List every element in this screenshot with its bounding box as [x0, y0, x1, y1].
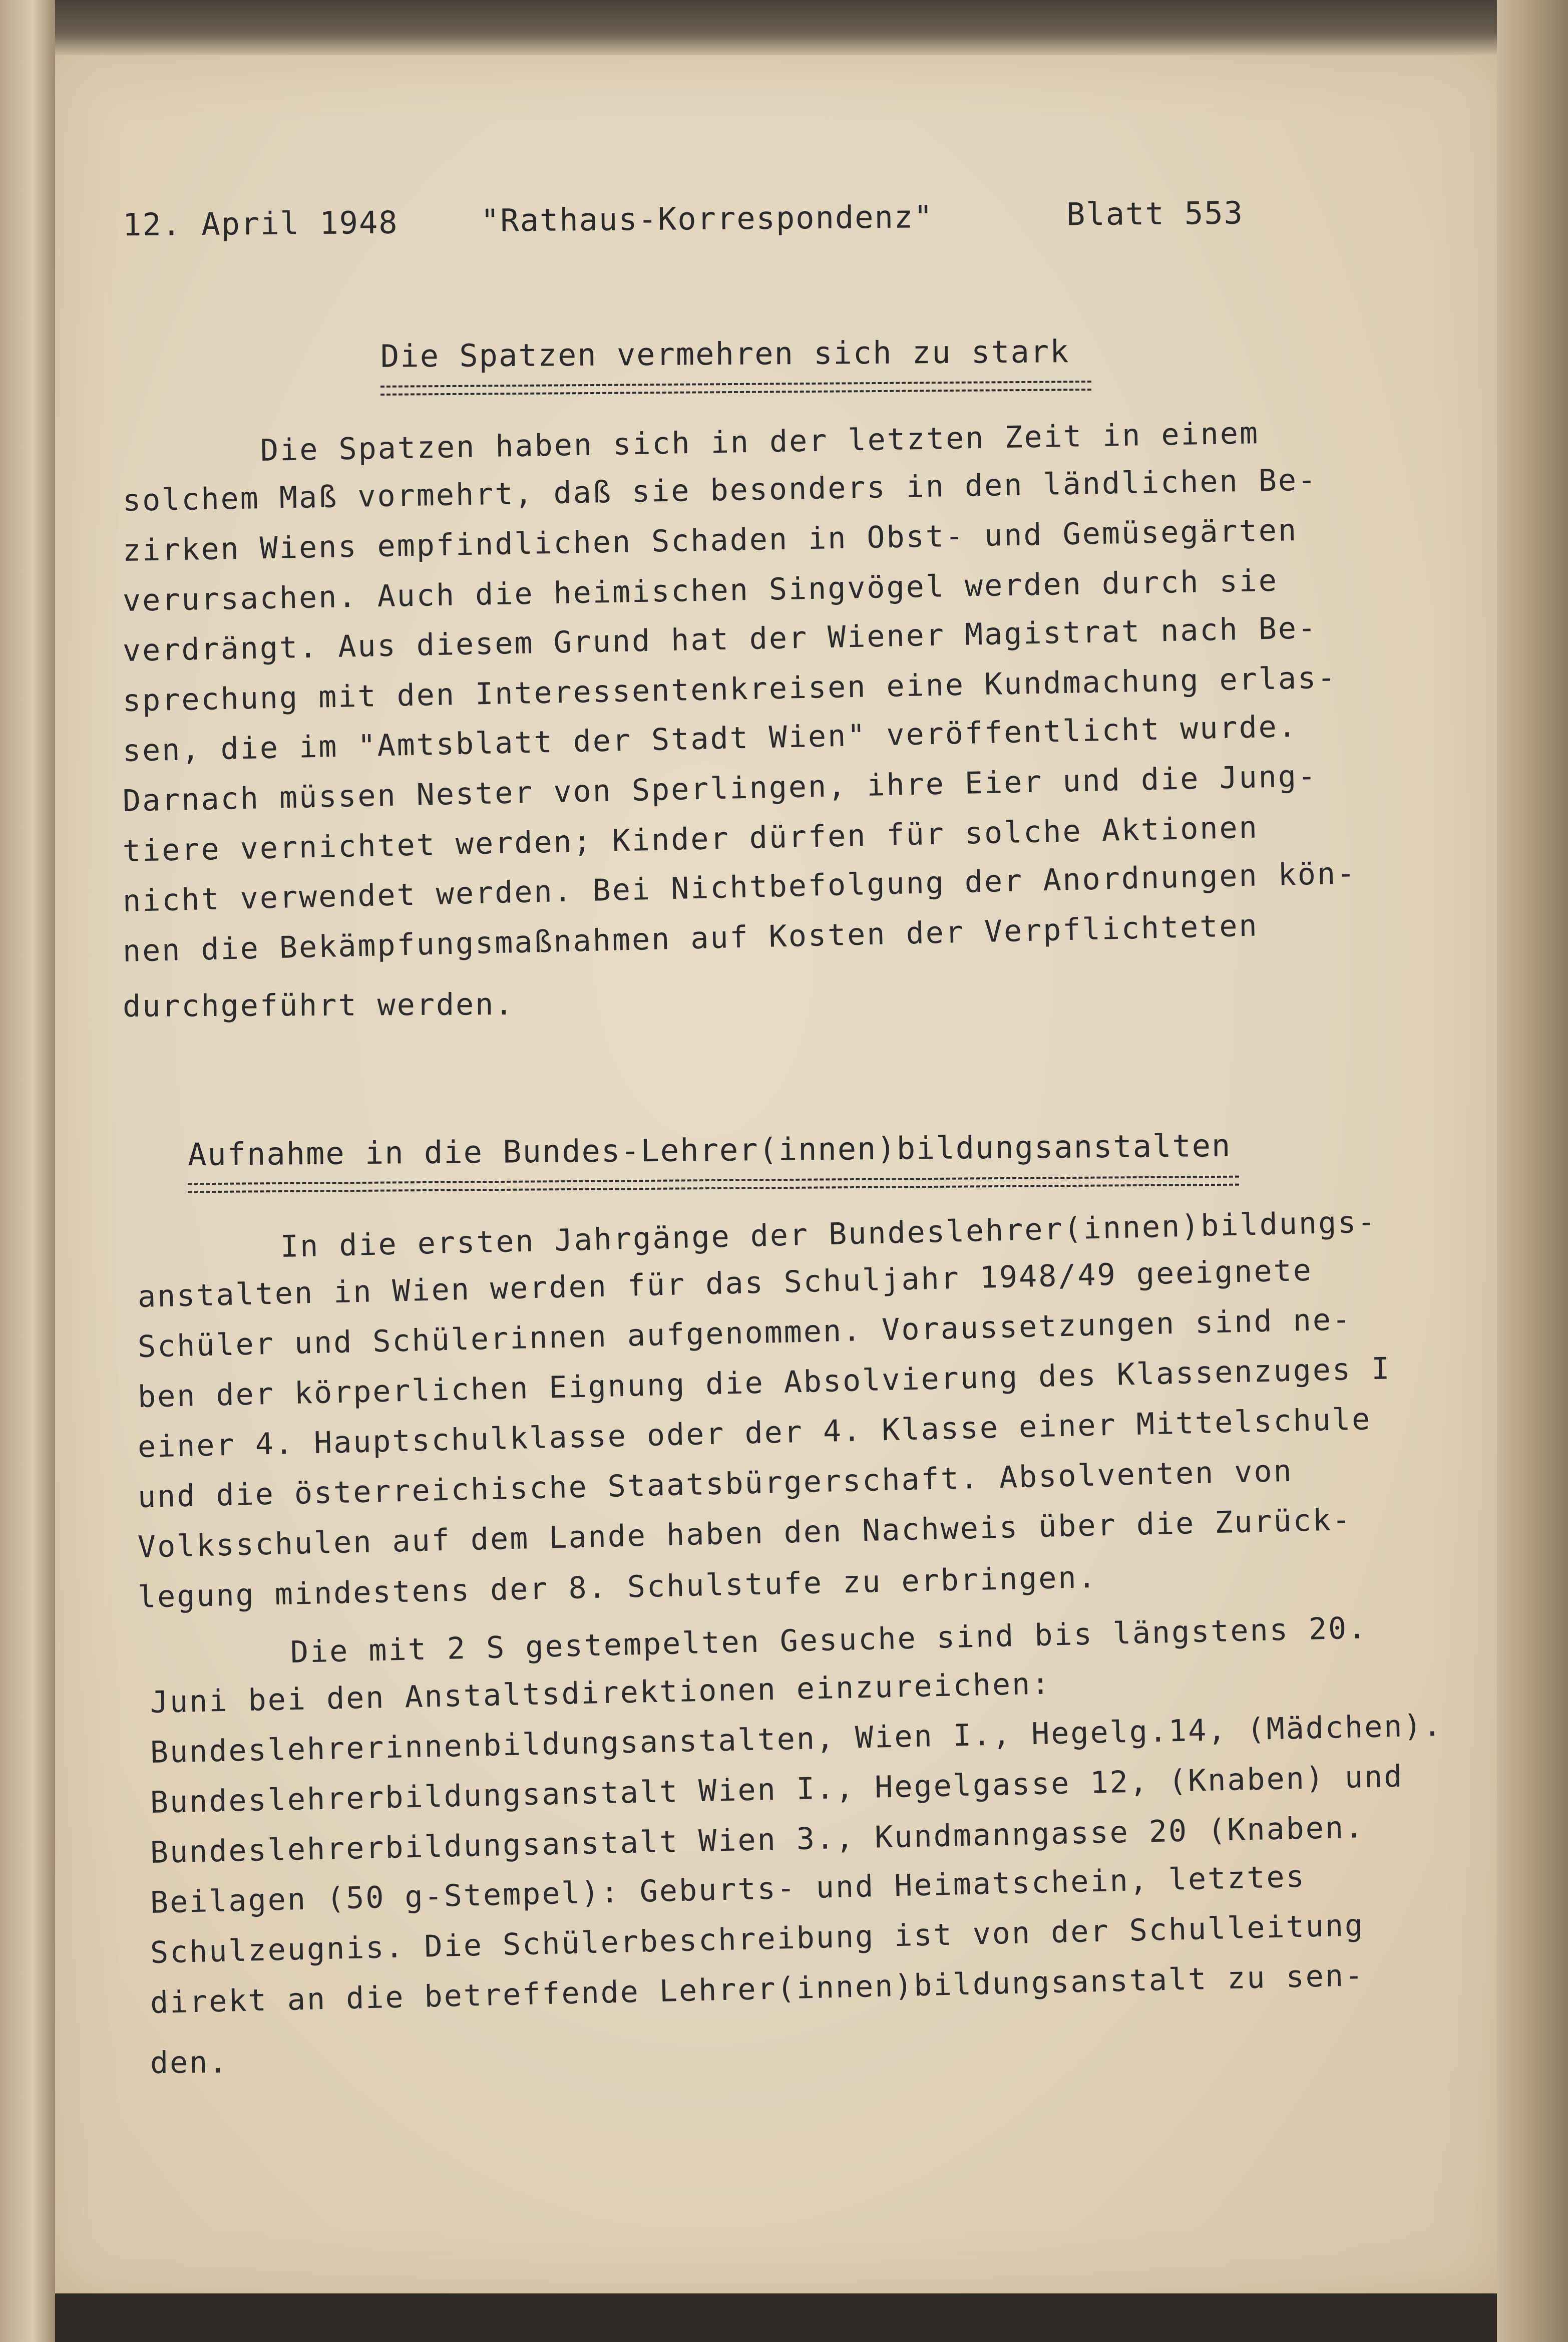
article-title-sparrows: Die Spatzen vermehren sich zu stark — [380, 333, 1070, 375]
header-date: 12. April 1948 — [122, 204, 399, 243]
body-line: Bundeslehrerbildungsanstalt Wien I., Hegelgasse 12, (Knaben) und — [150, 1759, 1404, 1820]
body-line: verdrängt. Aus diesem Grund hat der Wiener Magistrat nach Be- — [122, 610, 1318, 668]
body-line: ben der körperlichen Eignung die Absolvierung des Klassenzuges I — [137, 1351, 1392, 1415]
body-line: Volksschulen auf dem Lande haben den Nachweis über die Zurück- — [137, 1502, 1352, 1565]
body-line: anstalten in Wien werden für das Schuljahr 1948/49 geeignete — [137, 1252, 1313, 1314]
body-line: In die ersten Jahrgänge der Bundeslehrer(innen)bildungs- — [280, 1204, 1378, 1264]
body-line: einer 4. Hauptschulklasse oder der 4. Klasse einer Mittelschule — [137, 1402, 1372, 1465]
body-line: solchem Maß vormehrt, daß sie besonders in den ländlichen Be- — [122, 462, 1318, 518]
body-line: zirken Wiens empfindlichen Schaden in Obst- und Gemüsegärten — [122, 513, 1298, 568]
body-line: Darnach müssen Nester von Sperlingen, ihre Eier und die Jung- — [122, 759, 1318, 819]
body-line: Beilagen (50 g-Stempel): Geburts- und Heimatschein, letztes — [150, 1859, 1306, 1920]
body-line: nicht verwendet werden. Bei Nichtbefolgung der Anordnungen kön- — [122, 856, 1357, 919]
body-line: nen die Bekämpfungsmaßnahmen auf Kosten der Verpflichteten — [122, 908, 1259, 969]
body-line: Juni bei den Anstaltsdirektionen einzureichen: — [150, 1666, 1052, 1720]
article-title-teacher-colleges: Aufnahme in die Bundes-Lehrer(innen)bildungsanstalten — [187, 1127, 1232, 1173]
body-line: direkt an die betreffende Lehrer(innen)bildungsanstalt zu sen- — [150, 1957, 1365, 2021]
body-line: legung mindestens der 8. Schulstufe zu erbringen. — [137, 1559, 1098, 1615]
body-line: Die Spatzen haben sich in der letzten Zeit in einem — [260, 416, 1260, 468]
right-page-edges — [1497, 0, 1568, 2342]
body-line: tiere vernichtet werden; Kinder dürfen für solche Aktionen — [122, 810, 1259, 869]
book-binding — [55, 0, 1497, 55]
body-line: Bundeslehrerbildungsanstalt Wien 3., Kundmanngasse 20 (Knaben. — [150, 1810, 1365, 1870]
body-line: Schüler und Schülerinnen aufgenommen. Voraussetzungen sind ne- — [137, 1301, 1352, 1365]
body-line: sen, die im "Amtsblatt der Stadt Wien" veröffentlicht wurde. — [122, 709, 1298, 769]
body-line: Die mit 2 S gestempelten Gesuche sind bis längstens 20. — [290, 1610, 1368, 1670]
body-line: durchgeführt werden. — [122, 986, 515, 1024]
header-source: "Rathaus-Korrespondenz" — [480, 198, 934, 239]
body-line: Bundeslehrerinnenbildungsanstalten, Wien I., Hegelg.14, (Mädchen). — [150, 1708, 1443, 1770]
header-sheet-number: Blatt 553 — [1066, 194, 1244, 233]
body-line: und die österreichische Staatsbürgerschaft. Absolventen von — [137, 1453, 1294, 1515]
body-line: den. — [150, 2045, 229, 2081]
body-line: sprechung mit den Interessentenkreisen eine Kundmachung erlas- — [122, 660, 1337, 719]
left-page-edge — [0, 0, 55, 2342]
body-line: verursachen. Auch die heimischen Singvögel werden durch sie — [122, 563, 1279, 618]
body-line: Schulzeugnis. Die Schülerbeschreibung ist von der Schulleitung — [150, 1907, 1365, 1970]
